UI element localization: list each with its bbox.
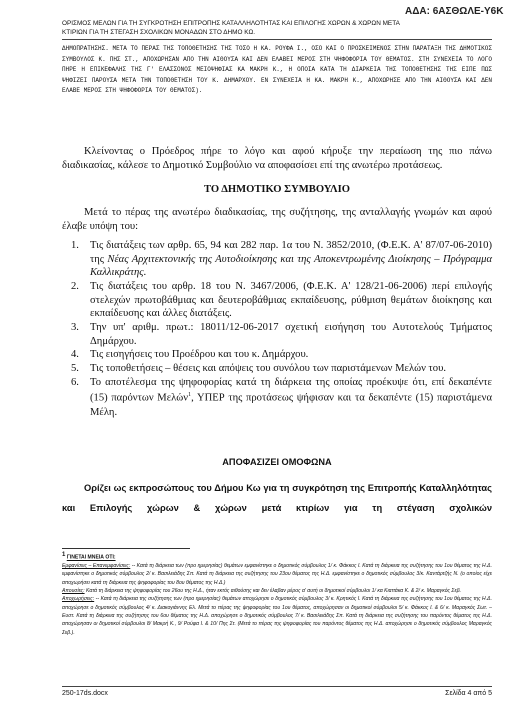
footnote: [62, 551, 492, 637]
footnote-number: 1: [62, 552, 66, 558]
list-item-text: Τις διατάξεις του αρθρ. 18 του Ν. 3467/2006, (Φ.Ε.Κ. Α' 128/21-06-2006) περί επιλογής στελεχών πρωτοβάθμιας και δευτεροβάθμιας εκπαίδευσης, ρύθμιση θεμάτων διοίκησης και εκπαίδευσης και άλλες διατάξεις.: [90, 280, 492, 320]
list-item-number: 1.: [71, 240, 79, 251]
footer-divider: [62, 686, 492, 687]
list-item: [71, 280, 492, 321]
list-item-tail: .: [143, 267, 147, 279]
considerations-list: [62, 239, 492, 419]
footnote-absences-text: Κατά τη διάρκεια της ψηφοφορίας του 26ου της Η.Δ., ήταν εκτός αιθούσης και δεν έλαβαν μέρος α' αυτή οι δημοτικοί σύμβουλοι 1/ κα Κιαπάκα Κ. & 2/ κ. Μαραγκός Σεβ.: [84, 588, 462, 595]
footer-filename: 250-17ds.docx: [62, 690, 108, 697]
minutes-text: ΔΗΜΟΠΡΑΤΗΣΗΣ. ΜΕΤΑ ΤΟ ΠΕΡΑΣ ΤΗΣ ΤΟΠΟΘΕΤΗΣΗΣ ΤΗΣ ΤΟΣΟ Η ΚΑ. ΡΟΥΦΑ Ι., ΟΣΟ ΚΑΙ Ο ΠΡΟΣΚΕΙΜΕΝΟΣ ΣΤΗΝ ΠΑΡΑΤΑΞΗ ΤΗΣ ΔΗΜΟΤΙΚΟΣ ΣΥΜΒΟΥΛΟΣ Κ. ΠΗΣ ΣΤ., ΑΠΟΧΩΡΗΣΑΝ ΑΠΟ ΤΗΝ ΑΙΘΟΥΣΑ ΚΑΙ ΔΕΝ ΕΛΑΒΕΙ ΜΕΡΟΣ ΣΤΗ ΨΗΦΟΦΟΡΙΑ ΤΟΥ ΘΕΜΑΤΟΣ. ΣΤΗ ΣΥΝΕΧΕΙΑ ΤΟ ΛΟΓΟ ΠΗΡΕ Η ΕΠΙΚΕΦΑΛΗΣ ΤΗΣ Γ' ΕΛΑΣΣΟΝΟΣ ΜΕΙΟΨΗΦΙΑΣ ΚΑ ΜΑΚΡΗ Κ., Η ΟΠΟΙΑ ΚΑΤΑ ΤΗ ΔΙΑΡΚΕΙΑ ΤΗΣ ΤΟΠΟΘΕΤΗΣΗΣ ΤΗΣ ΕΙΠΕ ΠΩΣ ΨΗΦΙΖΕΙ ΠΑΡΟΥΣΑ ΜΕΤΑ ΤΗΝ ΤΟΠΟΘΕΤΗΣΗ ΤΟΥ Κ. ΔΗΜΑΡΧΟΥ. ΕΝ ΣΥΝΕΧΕΙΑ Η ΚΑ. ΜΑΚΡΗ Κ., ΑΠΟΧΩΡΗΣΕ ΑΠΟ ΤΗΝ ΑΙΘΟΥΣΑ ΚΑΙ ΔΕΝ ΕΛΑΒΕ ΜΕΡΟΣ ΣΤΗ ΨΗΦΟΦΟΡΙΑ ΤΟΥ ΘΕΜΑΤΟΣ).: [62, 45, 492, 95]
after-paragraph: Μετά το πέρας της ανωτέρω διαδικασίας, της συζήτησης, της ανταλλαγής γνωμών και αφού έλαβε υπόψη του:: [62, 207, 492, 232]
ada-code: ΑΔΑ: 6ΑΣΘΩΛΕ-Υ6Κ: [405, 6, 504, 17]
list-item-number: 2.: [71, 280, 79, 292]
footnote-title: ΓΙΝΕΤΑΙ ΜΝΕΙΑ ΟΤΙ:: [66, 554, 116, 561]
footnote-appearances-text: -- Κατά τη διάρκεια των (προ ημερησίας) θεμάτων εμφανίστηκε ο δημοτικός σύμβουλος 1/ κ. Φάκκος Ι. Κατά τη διάρκεια της συζήτησης του 1ου θέματος της Η.Δ. εμφανίστηκε ο δημοτικός σύμβουλος 2/ κ. Βασιλειάδης Σπ. Κατά τη διάρκεια της συζήτησης του 23ου θέματος της Η.Δ. εμφανίστηκε ο δημοτικός σύμβουλος 3/κ. Καντάρτζής Ν. (ο οποίος είχε αποχωρήσει κατά τη διάρκεια της ψηφοφορίας του 8ου θέματος της Η.Δ.): [62, 563, 492, 586]
footnote-departures-label: Αποχωρήσεις:: [62, 596, 95, 603]
list-item-text: Την υπ' αριθμ. πρωτ.: 18011/12-06-2017 σχετική εισήγηση του Αυτοτελούς Τμήματος Δημάρχου.: [90, 321, 492, 347]
list-item-number: 6.: [71, 376, 79, 388]
list-item-text: Τις τοποθετήσεις – θέσεις και απόψεις του συνόλου των παριστάμενων Μελών του.: [90, 363, 446, 375]
list-item-text: Τις διατάξεις των αρθρ. 65, 94 και 282 παρ. 1α του Ν. 3852/2010, (Φ.Ε.Κ. Α' 87/07-06-2010) της: [90, 240, 492, 265]
footer-page-number: Σελίδα 4 από 5: [445, 690, 492, 697]
closing-paragraph: Κλείνοντας ο Πρόεδρος πήρε το λόγο και αφού κήρυξε την περαίωση της πιο πάνω διαδικασίας, κάλεσε το Δημοτικό Συμβούλιο να αποφασίσει επί της ανωτέρω προτάσεως.: [62, 146, 492, 171]
list-item-text: Τις εισηγήσεις του Προέδρου και του κ. Δημάρχου.: [90, 349, 309, 361]
decision-heading: ΑΠΟΦΑΣΙΖΕΙ ΟΜΟΦΩΝΑ: [222, 457, 332, 467]
council-title: ΤΟ ΔΗΜΟΤΙΚΟ ΣΥΜΒΟΥΛΙΟ: [204, 184, 350, 195]
list-item: [71, 239, 492, 280]
list-item-number: 4.: [71, 349, 79, 361]
list-item-number: 3.: [71, 321, 79, 333]
decision-body: [62, 478, 492, 518]
list-item: [71, 348, 492, 362]
decision-text: Ορίζει ως εκπροσώπους του Δήμου Κω για τη συγκρότηση της Επιτροπής Καταλληλότητας και Επιλογής χώρων & χώρων μετά κτιρίων για τη στέγαση σχολικών: [62, 483, 492, 513]
list-item-tail: , ΥΠΕΡ της προτάσεως ψήφισαν και τα δεκαπέντε (15) παριστάμενα Μέλη.: [90, 393, 493, 418]
footnote-divider: [62, 548, 190, 549]
footnote-reference[interactable]: 1: [188, 392, 192, 399]
list-item: [71, 362, 492, 376]
footnote-appearances-label: Εμφανίσεις – Επανεμφανίσεις:: [62, 563, 131, 570]
list-item-number: 5.: [71, 363, 79, 375]
header-line-1: ΟΡΙΣΜΟΣ ΜΕΛΩΝ ΓΙΑ ΤΗ ΣΥΓΚΡΟΤΗΣΗ ΕΠΙΤΡΟΠΗΣ ΚΑΤΑΛΛΗΛΟΤΗΤΑΣ ΚΑΙ ΕΠΙΛΟΓΗΣ ΧΩΡΩΝ & ΧΩΡΩΝ ΜΕΤΑ: [62, 20, 400, 27]
list-item-italic: Νέας Αρχιτεκτονικής της Αυτοδιοίκησης και της Αποκεντρωμένης Διοίκησης – Πρόγραμμα Καλλικράτης: [90, 253, 492, 279]
header-divider: [62, 39, 492, 40]
document-header: [62, 19, 492, 37]
header-line-2: ΚΤΙΡΙΩΝ ΓΙΑ ΤΗ ΣΤΕΓΑΣΗ ΣΧΟΛΙΚΩΝ ΜΟΝΑΔΩΝ ΣΤΟ ΔΗΜΟ ΚΩ.: [62, 29, 256, 36]
footnote-departures-text: -- Κατά τη διάρκεια της συζήτησης των (προ ημερησίας) θεμάτων αποχώρησε ο δημοτικός σύμβουλος 3/ κ. Κρητικός Ι. Κατά τη διάρκεια της συζήτησης του 1ου θέματος της Η.Δ. αποχώρησε ο δημοτικός σύμβουλος 4/ κ. Διακογιάννης Ελ. Μετά το πέρας της ψηφοφορίας του 1ου θέματος, αποχώρησαν οι δημοτικοί σύμβουλοι 5/ κ. Φάκκος Ι. & 6/ κ. Μαραγκός Σωτ. – Ευστ. Κατά τη διάρκεια της συζήτησης του 6ου θέματος της Η.Δ. αποχώρησε ο δημοτικός σύμβουλος 7/ κ. Βασιλειάδης Σπ. Κατά τη διάρκεια της συζήτησης του παρόντος θέματος της Η.Δ. αποχώρησαν οι δημοτικοί σύμβουλοι 8/ Μακρή Κ., 9/ Ρούφα Ι. & 10/ Πης Στ. (Μετά το πέρας της ψηφοφορίας του παρόντος θέματος της Η.Δ. αποχώρησε ο δημοτικός σύμβουλος Μαραγκός Σεβ.).: [62, 596, 492, 636]
list-item: [71, 376, 492, 419]
list-item: [71, 321, 492, 348]
footnote-absences-label: Απουσίες:: [62, 588, 85, 595]
list-item-text: Το αποτέλεσμα της ψηφοφορίας κατά τη διάρκεια της οποίας προέκυψε ότι, επί δεκαπέντε (15) παρόντων Μελών: [90, 376, 492, 404]
